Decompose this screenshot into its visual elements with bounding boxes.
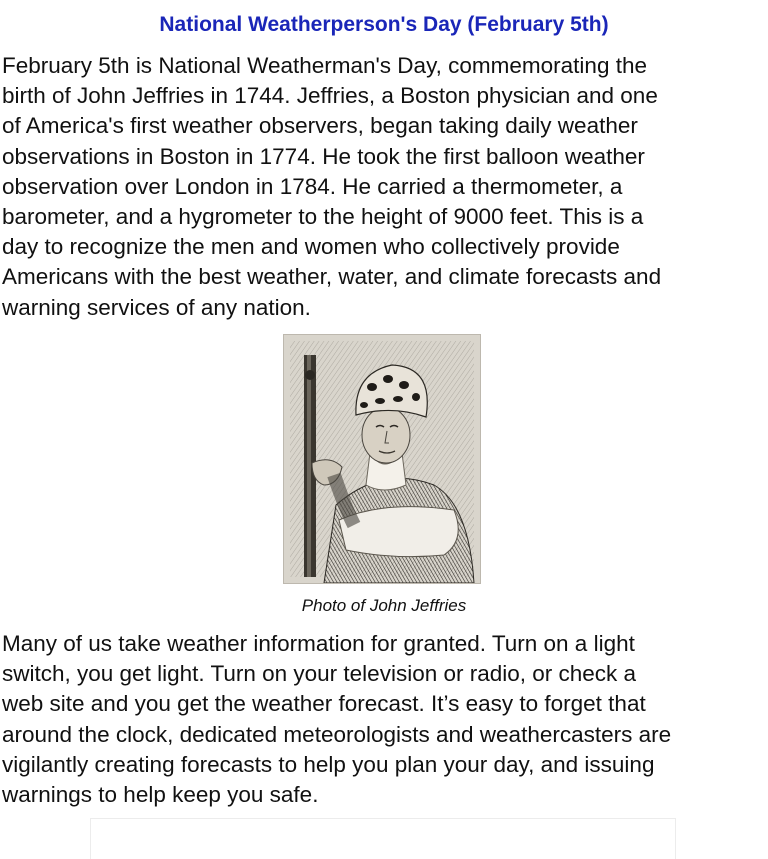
paragraph-line: of America's first weather observers, began taking daily weather: [2, 113, 638, 139]
paragraph-line: warnings to help keep you safe.: [2, 782, 319, 808]
paragraph-line: day to recognize the men and women who collectively provide: [2, 234, 620, 260]
paragraph-line: vigilantly creating forecasts to help you plan your day, and issuing: [2, 751, 655, 777]
paragraph-line: warning services of any nation.: [2, 294, 311, 320]
portrait-engraving: [284, 335, 480, 583]
paragraph-line: February 5th is National Weatherman's Day, commemorating the: [2, 53, 647, 78]
photo-caption: Photo of John Jeffries: [301, 596, 467, 615]
paragraph-line: around the clock, dedicated meteorologists and weathercasters are: [2, 721, 672, 747]
john-jeffries-portrait: [283, 334, 481, 584]
closing-paragraph: [2, 629, 764, 810]
paragraph-line: birth of John Jeffries in 1744. Jeffries, a Boston physician and one: [2, 83, 658, 109]
paragraph-line: Americans with the best weather, water, and climate forecasts and: [2, 264, 662, 290]
intro-paragraph: [2, 51, 764, 323]
paragraph-line: observation over London in 1784. He carried a thermometer, a: [2, 173, 623, 199]
page-title: National Weatherperson's Day (February 5th): [159, 13, 609, 36]
paragraph-line: Many of us take weather information for granted. Turn on a light: [2, 631, 635, 656]
paragraph-line: observations in Boston in 1774. He took the first balloon weather: [2, 143, 645, 169]
paragraph-line: barometer, and a hygrometer to the height of 9000 feet. This is a: [2, 204, 644, 230]
paragraph-line: switch, you get light. Turn on your television or radio, or check a: [2, 661, 637, 687]
paragraph-line: web site and you get the weather forecast. It’s easy to forget that: [2, 691, 646, 717]
content-box: [90, 818, 676, 859]
